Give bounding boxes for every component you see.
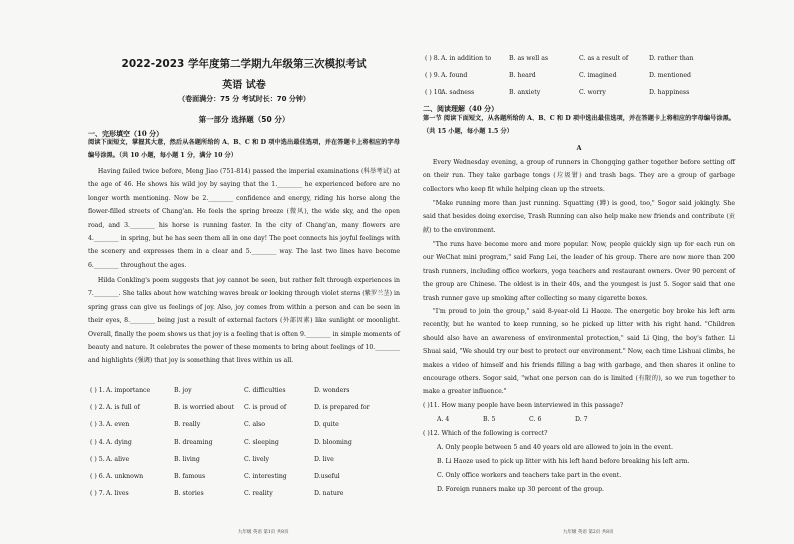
question-number: ( ) 6. [90, 472, 105, 480]
option-b[interactable]: B. famous [174, 472, 206, 480]
option-row [88, 416, 400, 433]
option-c[interactable]: C. sleeping [244, 438, 279, 446]
page-footer-2: 九年级 英语 第2页 共8页 [563, 530, 614, 535]
option-b[interactable]: B. is worried about [174, 404, 234, 412]
cloze-instructions-text: 阅读下面短文，掌握其大意，然后从各题所给的 A、B、C 和 D 项中选出最佳选项，并在答题卡上将相应的字母编号涂黑。（共 10 小题，每小题 1 分，满分 10 分） [88, 139, 400, 160]
question-number: ( ) 5. [90, 455, 105, 463]
question-12-option-b-text: B. Li Haoze used to pick up litter with his left hand before breaking his left arm. [437, 458, 690, 465]
question-12-option-a-text: A. Only people between 5 and 40 years old are allowed to join in the event. [437, 444, 673, 451]
option-row [88, 399, 400, 416]
option-d[interactable]: D. quite [314, 421, 339, 429]
question-number: ( ) 3. [90, 421, 105, 429]
question-number: ( ) 10. [425, 89, 444, 97]
question-number: ( ) 9. [425, 72, 440, 80]
option-d[interactable]: D. happiness [649, 89, 690, 97]
question-11-option-c[interactable]: C. 6 [529, 416, 542, 423]
option-b[interactable]: B. heard [509, 72, 536, 80]
passage-paragraph-4-text: "I'm proud to join the group," said 8-year-old Li Haoze. The energetic boy broke his left arm recently, but he wanted to keep running, so he picked up litter with his right hand. "Children should also have an awareness of environmental protection," said Li Qing, the boy's father. Li Shuai said, "We should try our best to protect our environment." Now, each time Lishuai climbs, he makes a video of himself and his friends filling a bag with garbage, and then shares it online to encourage others. Sogor said, "what one person can do is limited (有限的), so we run together to make a greater influence." [423, 308, 735, 396]
option-a[interactable]: A. alive [106, 455, 130, 463]
option-c[interactable]: C. as a result of [579, 55, 629, 62]
question-12-stem: ( )12. Which of the following is correct? [423, 430, 548, 437]
option-d[interactable]: D. nature [314, 490, 344, 498]
option-row [423, 50, 735, 67]
option-row [423, 84, 735, 101]
option-c[interactable]: C. reality [244, 490, 273, 498]
option-d[interactable]: D. is prepared for [314, 404, 370, 412]
passage-paragraph-4 [423, 305, 735, 399]
option-c[interactable]: C. is proud of [244, 404, 287, 412]
option-a[interactable]: A. even [106, 421, 130, 429]
option-a[interactable]: A. sadness [441, 89, 475, 97]
question-12-option-d-text: D. Foreign runners make up 30 percent of the group. [437, 486, 605, 493]
option-d[interactable]: D. blooming [314, 438, 352, 446]
option-b[interactable]: B. dreaming [174, 438, 213, 446]
question-11-option-d[interactable]: D. 7 [575, 416, 588, 423]
page-footer-1: 九年级 英语 第1页 共8页 [238, 530, 289, 535]
option-c[interactable]: C. also [244, 421, 266, 429]
option-b[interactable]: B. stories [174, 490, 204, 498]
option-a[interactable]: A. in addition to [441, 55, 492, 62]
exam-title: 2022-2023 学年度第二学期九年级第三次模拟考试 [121, 58, 367, 70]
option-row [88, 468, 400, 485]
option-c[interactable]: C. lively [244, 455, 270, 463]
passage-label: A [576, 144, 582, 152]
option-c[interactable]: C. difficulties [244, 387, 286, 394]
option-a[interactable]: A. is full of [106, 404, 140, 412]
passage-paragraph-2 [423, 197, 735, 237]
question-number: ( ) 8. [425, 55, 440, 62]
passage-paragraph-2-text: "Make running more than just running. Squatting (蹲) is good, too," Sogor said jokingly. She said that besides doing exercise, Trash Running can also help make new friends and contribute (贡献) to the environment. [423, 200, 735, 234]
cloze-paragraph-1-text: Having failed twice before, Meng Jiao (751-814) passed the imperial examinations (科举考试) at the age of 46. He shows his wild joy by saying that the 1.________ he experienced before are no longer worth mentioning. Now be 2.________ confidence and energy, riding his horse along the flower-filled streets of Chang'an. He feels the spring breeze (微风), the wide sky, and the open road, and 3.________ his horse is running faster. In the city of Chang'an, many flowers are 4.________ in spring, but he has seen them all in one day! The poet connects his joyful feelings with the scenery and expresses them in a clear and 5.________ way. The last two lines have become 6.________ throughout the ages. [88, 168, 400, 269]
reading-instructions [423, 112, 735, 139]
passage-paragraph-1 [423, 156, 735, 196]
option-d[interactable]: D. wonders [314, 387, 350, 394]
reading-section-heading: 二、阅读理解（40 分） [423, 104, 499, 113]
passage-paragraph-3 [423, 238, 735, 305]
option-row [88, 485, 400, 502]
option-b[interactable]: B. living [174, 455, 200, 463]
option-d[interactable]: D.useful [314, 472, 340, 480]
subject-title: 英语 试卷 [222, 80, 266, 91]
question-number: ( ) 7. [90, 490, 105, 498]
question-number: ( ) 4. [90, 438, 105, 446]
question-11-option-a[interactable]: A. 4 [437, 416, 450, 423]
passage-paragraph-1-text: Every Wednesday evening, a group of runners in Chongqing gather together before setting off on their run. They take garbage tongs (垃圾钳) and trash bags. They are a group of garbage collectors who keep fit while helping clean up the streets. [423, 159, 735, 193]
option-a[interactable]: A. found [441, 72, 468, 80]
option-a[interactable]: A. dying [106, 438, 132, 446]
option-d[interactable]: D. rather than [649, 55, 694, 62]
option-d[interactable]: D. live [314, 455, 334, 463]
option-b[interactable]: B. as well as [509, 55, 549, 62]
cloze-paragraph-2-text: Hilda Conkling's poem suggests that joy cannot be seen, but rather felt through experiences in 7.________. She talks about how watching waves break or looking through violet sterns (紫罗兰茎) in spring grass can give us feelings of joy. Also, joy comes from within a person and can be seen in their eyes, 8.________ being just a result of external factors (外部因素) like sunlight or moonlight. Overall, finally the poem shows us that joy is a feeling that is often 9.________ in simple moments of beauty and nature. It celebrates the power of these moments to bring about feelings of 10.________ and highlights (强调) that joy is something that lives within us all. [88, 277, 400, 365]
cloze-options-right [423, 50, 735, 102]
option-a[interactable]: A. importance [106, 387, 151, 394]
option-c[interactable]: C. interesting [244, 472, 287, 480]
passage-paragraph-3-text: "The runs have become more and more popular. Now, people quickly sign up for each run on our WeChat mini program," said Fang Lei, the leader of his group. There are now more than 200 trash runners, including office workers, yoga teachers and restaurant owners. Over 90 percent of the group are Chinese. The oldest is in their 40s, and the youngest is just 5. Sogor said that one trash runner gave up smoking after collecting so many cigarette boxes. [423, 241, 735, 302]
option-row [423, 67, 735, 84]
option-b[interactable]: B. joy [174, 387, 192, 394]
cloze-paragraph-2 [88, 274, 400, 368]
option-c[interactable]: C. imagined [579, 72, 617, 80]
option-a[interactable]: A. unknown [106, 472, 144, 480]
reading-instructions-text: 第一节 阅读下面短文，从各题所给的 A、B、C 和 D 项中选出最佳选项，并在答题卡上将相应的字母编号涂黑。（共 15 小题，每小题 1.5 分） [423, 115, 735, 136]
option-row [88, 434, 400, 451]
cloze-instructions [88, 136, 400, 163]
cloze-paragraph-1 [88, 165, 400, 272]
option-b[interactable]: B. anxiety [509, 89, 541, 97]
option-b[interactable]: B. really [174, 421, 201, 429]
question-12-option-c-text: C. Only office workers and teachers take part in the event. [437, 472, 622, 479]
option-a[interactable]: A. lives [106, 490, 129, 498]
cloze-section-heading: 一、完形填空（10 分） [88, 129, 164, 138]
question-11-option-b[interactable]: B. 5 [483, 416, 496, 423]
question-11-stem: ( )11. How many people have been interviewed in this passage? [423, 402, 624, 409]
option-row [88, 451, 400, 468]
cloze-options-left [88, 382, 400, 502]
option-c[interactable]: C. worry [579, 89, 606, 97]
score-info: （卷面满分：75 分 考试时长：70 分钟） [178, 95, 310, 103]
option-row [88, 382, 400, 399]
question-number: ( ) 1. [90, 387, 105, 394]
part-one-heading: 第一部分 选择题（50 分） [198, 115, 290, 124]
question-number: ( ) 2. [90, 404, 105, 412]
option-d[interactable]: D. mentioned [649, 72, 691, 80]
